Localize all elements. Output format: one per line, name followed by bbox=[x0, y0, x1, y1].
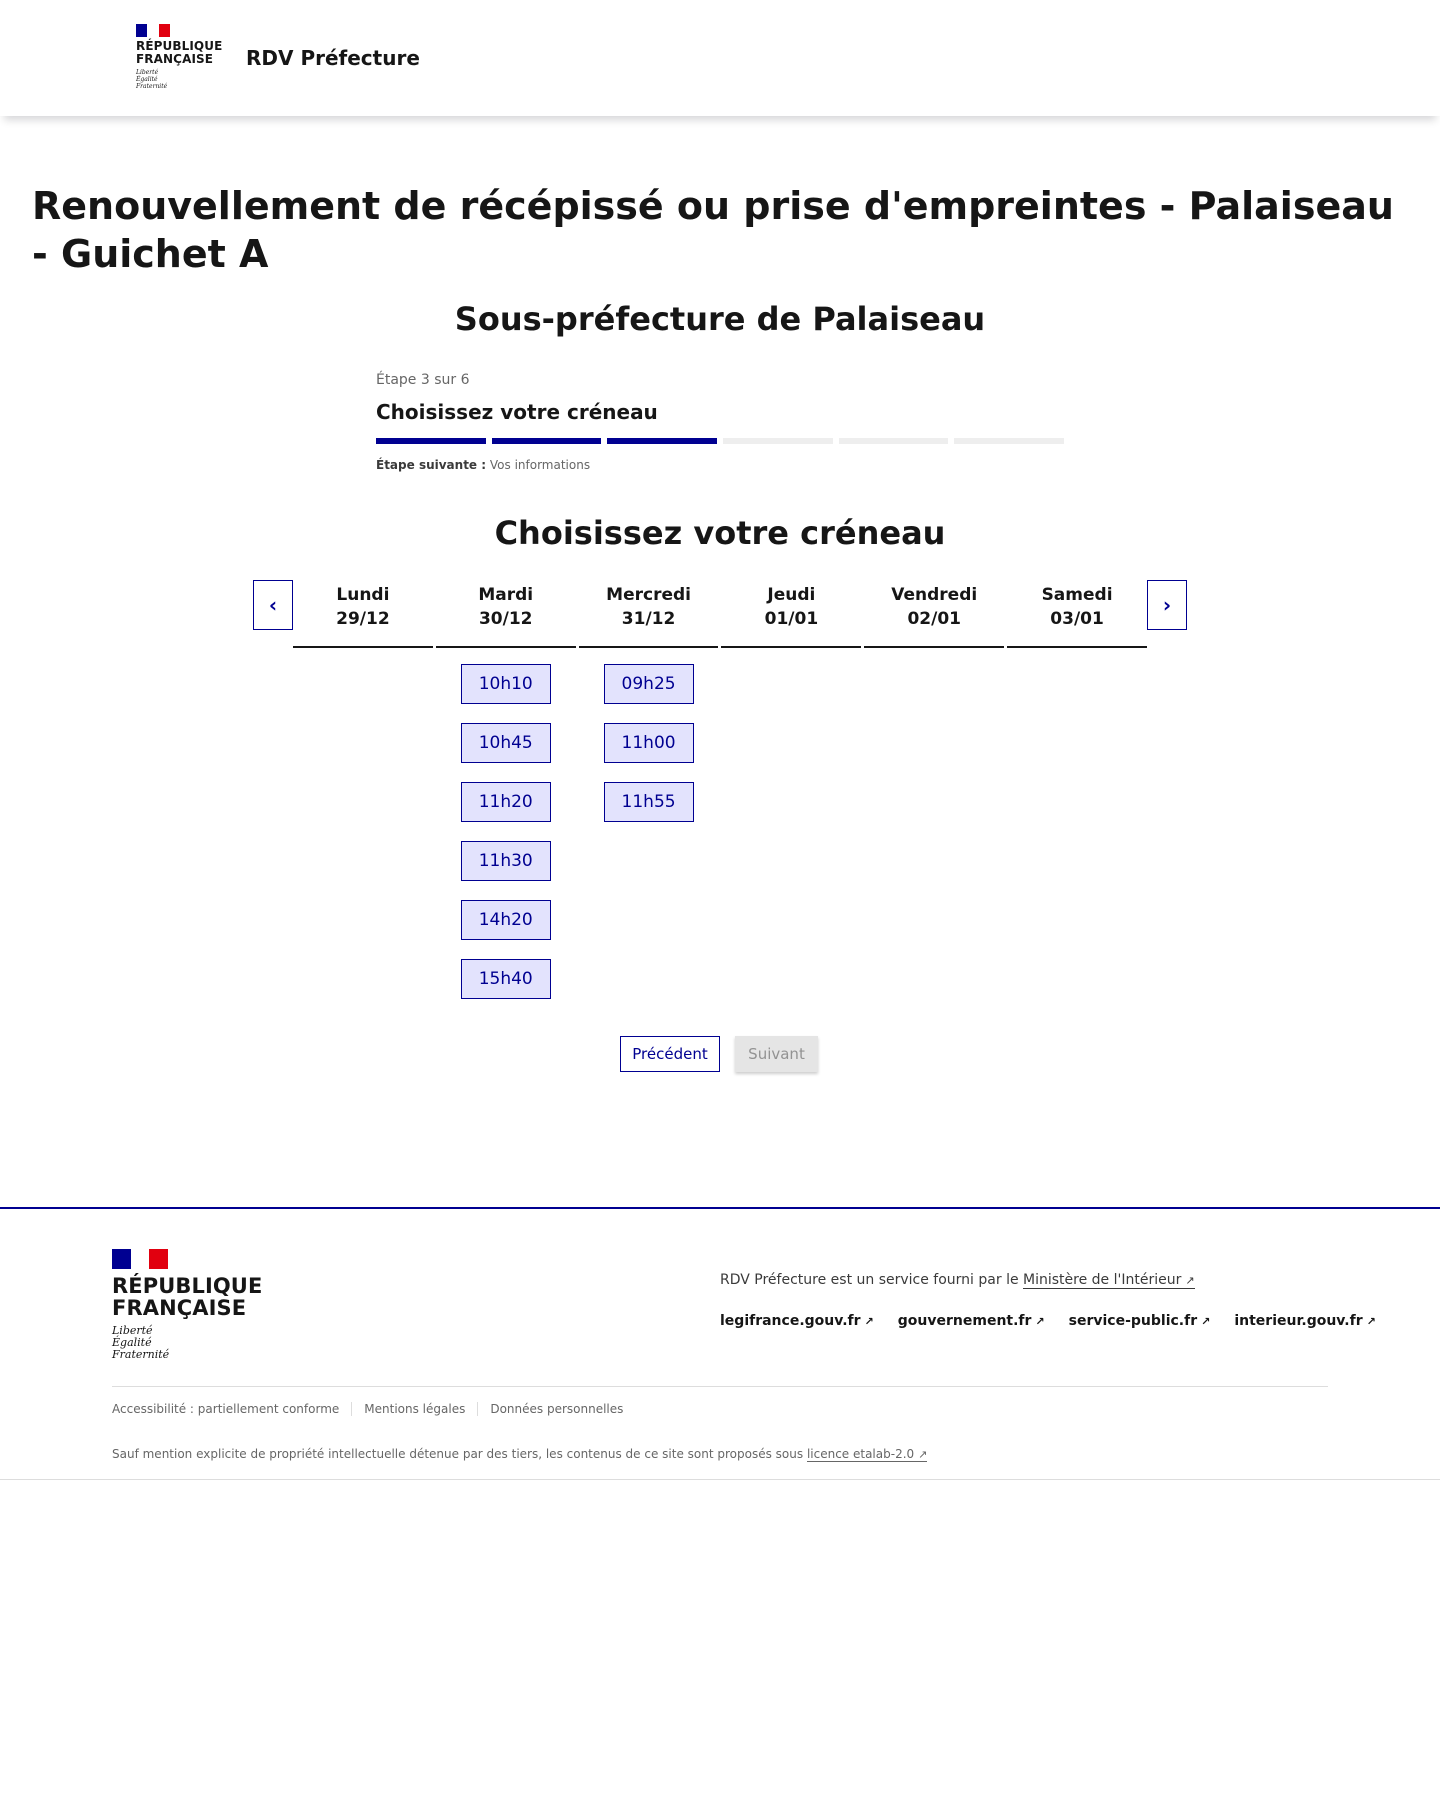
day-name: Lundi bbox=[336, 585, 390, 605]
day-column bbox=[436, 580, 576, 999]
chevron-right-icon: › bbox=[1162, 593, 1172, 617]
stepper bbox=[376, 372, 1064, 472]
external-link-icon: ↗ bbox=[918, 1448, 928, 1461]
organization-title: Sous-préfecture de Palaiseau bbox=[454, 300, 986, 338]
step-bar bbox=[954, 438, 1064, 444]
day-header bbox=[1007, 580, 1147, 648]
footer-divider bbox=[112, 1386, 1328, 1387]
step-state: Étape 3 sur 6 bbox=[376, 372, 470, 388]
page-title: Renouvellement de récépissé ou prise d'empreintes - Palaiseau - Guichet A bbox=[32, 184, 1394, 276]
day-name: Mardi bbox=[478, 585, 534, 605]
day-header bbox=[436, 580, 576, 648]
republique-francaise-logo[interactable] bbox=[136, 24, 226, 90]
next-button[interactable]: Suivant bbox=[735, 1036, 818, 1072]
external-link-icon: ↗ bbox=[1185, 1274, 1195, 1287]
step-bar bbox=[492, 438, 602, 444]
site-footer bbox=[0, 1207, 1440, 1480]
footer-bottom-links bbox=[112, 1402, 635, 1416]
day-column bbox=[864, 580, 1004, 999]
footer-bottom-link[interactable]: Mentions légales bbox=[351, 1402, 477, 1416]
day-date: 03/01 bbox=[1050, 609, 1104, 629]
day-date: 31/12 bbox=[621, 609, 676, 629]
footer-link[interactable]: legifrance.gouv.fr ↗ bbox=[720, 1313, 874, 1329]
day-date: 29/12 bbox=[336, 609, 390, 629]
step-bar bbox=[723, 438, 833, 444]
footer-end-divider bbox=[0, 1479, 1440, 1480]
step-progress-bar bbox=[376, 438, 1064, 444]
motto: Liberté Égalité Fraternité bbox=[136, 69, 168, 90]
external-link-icon: ↗ bbox=[1366, 1315, 1376, 1328]
form-actions bbox=[620, 1036, 818, 1072]
marianne-flag-icon bbox=[112, 1249, 168, 1269]
time-slot-button[interactable]: 11h00 bbox=[604, 723, 694, 763]
license-link[interactable]: licence etalab-2.0 ↗ bbox=[806, 1447, 928, 1461]
step-bar bbox=[376, 438, 486, 444]
time-slot-button[interactable]: 11h55 bbox=[604, 782, 694, 822]
day-date: 30/12 bbox=[478, 609, 533, 629]
chevron-left-icon: ‹ bbox=[268, 593, 278, 617]
time-slot-button[interactable]: 10h45 bbox=[461, 723, 551, 763]
step-bar bbox=[607, 438, 717, 444]
footer-logo-text: RÉPUBLIQUE FRANÇAISE bbox=[112, 1274, 263, 1320]
step-next-value: Vos informations bbox=[489, 458, 591, 472]
time-slot-button[interactable]: 14h20 bbox=[461, 900, 551, 940]
footer-bottom-link[interactable]: Données personnelles bbox=[477, 1402, 635, 1416]
previous-days-button[interactable] bbox=[253, 580, 293, 630]
day-header bbox=[293, 580, 433, 648]
day-header bbox=[864, 580, 1004, 648]
logo-text: RÉPUBLIQUE FRANÇAISE bbox=[136, 39, 223, 66]
footer-links bbox=[720, 1313, 1376, 1329]
ministere-link[interactable]: Ministère de l'Intérieur ↗ bbox=[1023, 1272, 1195, 1288]
day-name: Samedi bbox=[1041, 585, 1113, 605]
footer-logo[interactable] bbox=[112, 1249, 262, 1361]
day-name: Jeudi bbox=[767, 585, 816, 605]
site-header bbox=[0, 0, 1440, 116]
previous-button[interactable]: Précédent bbox=[620, 1036, 720, 1072]
footer-link[interactable]: interieur.gouv.fr ↗ bbox=[1234, 1313, 1376, 1329]
step-next-label: Étape suivante : bbox=[376, 458, 487, 472]
time-slot-button[interactable]: 09h25 bbox=[604, 664, 694, 704]
day-date: 02/01 bbox=[907, 609, 961, 629]
external-link-icon: ↗ bbox=[864, 1315, 874, 1328]
step-title: Choisissez votre créneau bbox=[376, 400, 658, 424]
footer-link[interactable]: gouvernement.fr ↗ bbox=[897, 1313, 1045, 1329]
day-header bbox=[721, 580, 861, 648]
time-slot-button[interactable]: 15h40 bbox=[461, 959, 551, 999]
step-bar bbox=[839, 438, 949, 444]
day-date: 01/01 bbox=[764, 609, 819, 629]
time-slot-button[interactable]: 11h30 bbox=[461, 841, 551, 881]
slot-list bbox=[579, 664, 719, 822]
footer-license: Sauf mention explicite de propriété intellectuelle détenue par des tiers, les contenus de ce site sont proposés sous licence etalab-2.0 ↗ bbox=[112, 1447, 928, 1461]
slot-section-title: Choisissez votre créneau bbox=[494, 514, 946, 552]
footer-bottom-link[interactable]: Accessibilité : partiellement conforme bbox=[112, 1402, 340, 1416]
day-column bbox=[1007, 580, 1147, 999]
footer-link[interactable]: service-public.fr ↗ bbox=[1068, 1313, 1211, 1329]
footer-motto: Liberté Égalité Fraternité bbox=[112, 1324, 170, 1361]
footer-description: RDV Préfecture est un service fourni par le Ministère de l'Intérieur ↗ bbox=[720, 1272, 1195, 1288]
external-link-icon: ↗ bbox=[1035, 1315, 1045, 1328]
day-name: Vendredi bbox=[891, 585, 978, 605]
service-title[interactable]: RDV Préfecture bbox=[246, 46, 420, 70]
day-header bbox=[579, 580, 719, 648]
marianne-flag-icon bbox=[136, 24, 170, 37]
slot-list bbox=[436, 664, 576, 999]
external-link-icon: ↗ bbox=[1201, 1315, 1211, 1328]
day-column bbox=[293, 580, 433, 999]
step-next bbox=[376, 458, 1064, 472]
next-days-button[interactable] bbox=[1147, 580, 1187, 630]
time-slot-button[interactable]: 10h10 bbox=[461, 664, 551, 704]
day-name: Mercredi bbox=[606, 585, 691, 605]
day-column bbox=[579, 580, 719, 999]
day-column bbox=[721, 580, 861, 999]
days-grid bbox=[293, 580, 1147, 999]
time-slot-button[interactable]: 11h20 bbox=[461, 782, 551, 822]
